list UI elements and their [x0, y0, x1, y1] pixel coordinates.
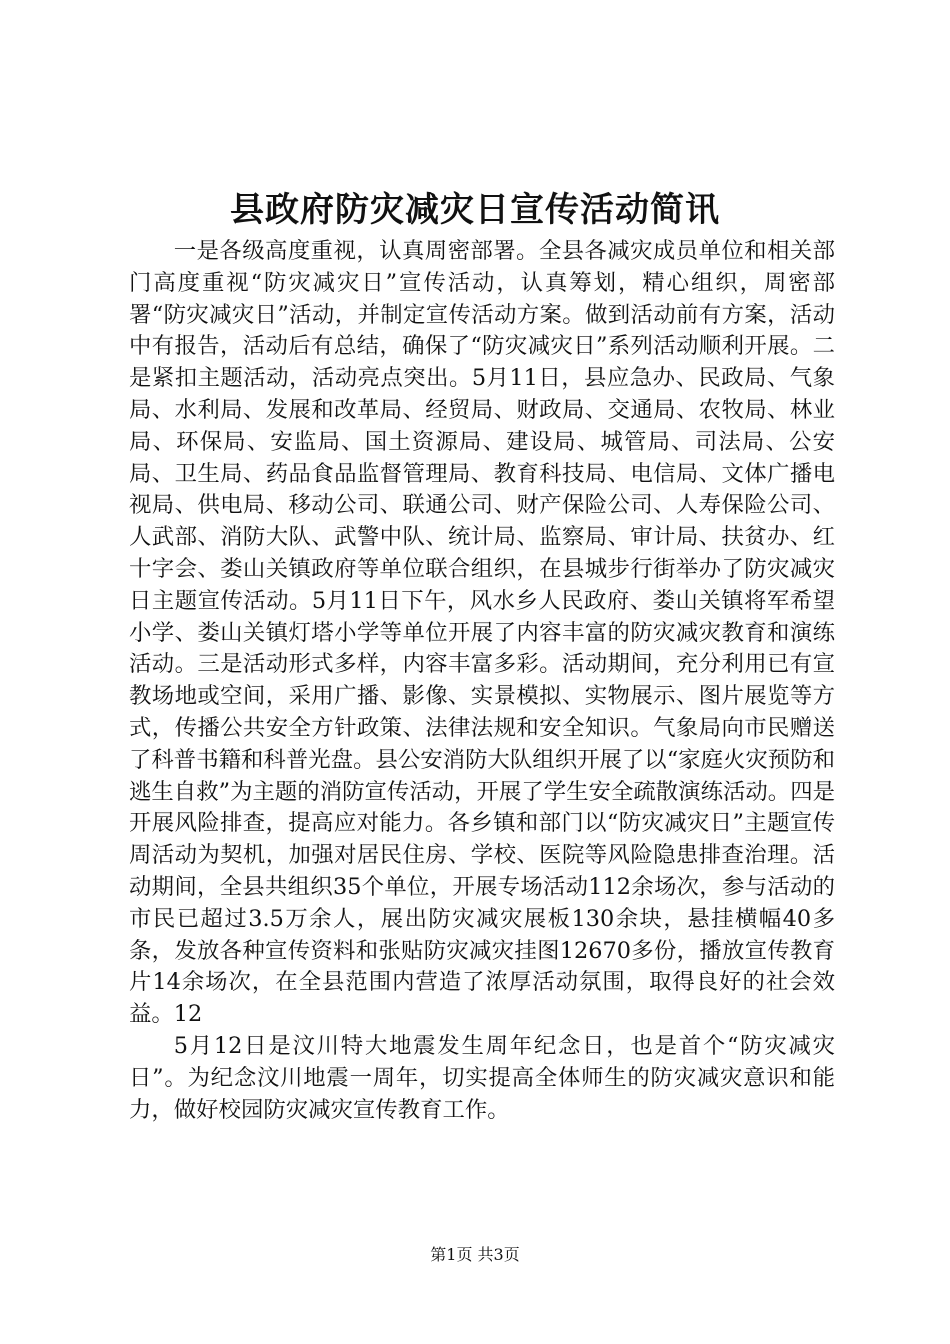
document-title: 县政府防灾减灾日宣传活动简讯 — [230, 190, 720, 230]
page-number-footer: 第1页 共3页 — [430, 1245, 520, 1264]
body-paragraph-2: 5月12日是汶川特大地震发生周年纪念日，也是首个“防灾减灾日”。为纪念汶川地震一周年，切实提高全体师生的防灾减灾意识和能力，做好校园防灾减灾宣传教育工作。 — [129, 1032, 835, 1123]
document-body — [129, 236, 835, 1126]
body-paragraph-1: 一是各级高度重视，认真周密部署。全县各减灾成员单位和相关部门高度重视“防灾减灾日”宣传活动，认真筹划，精心组织，周密部署“防灾减灾日”活动，并制定宣传活动方案。做到活动前有方案，活动中有报告，活动后有总结，确保了“防灾减灾日”系列活动顺利开展。二是紧扣主题活动，活动亮点突出。5月11日，县应急办、民政局、气象局、水利局、发展和改革局、经贸局、财政局、交通局、农牧局、林业局、环保局、安监局、国土资源局、建设局、城管局、司法局、公安局、卫生局、药品食品监督管理局、教育科技局、电信局、文体广播电视局、供电局、移动公司、联通公司、财产保险公司、人寿保险公司、人武部、消防大队、武警中队、统计局、监察局、审计局、扶贫办、红十字会、娄山关镇政府等单位联合组织，在县城步行街举办了防灾减灾日主题宣传活动。5月11日下午，风水乡人民政府、娄山关镇将军希望小学、娄山关镇灯塔小学等单位开展了内容丰富的防灾减灾教育和演练活动。三是活动形式多样，内容丰富多彩。活动期间，充分利用已有宣教场地或空间，采用广播、影像、实景模拟、实物展示、图片展览等方式，传播公共安全方针政策、法律法规和安全知识。气象局向市民赠送了科普书籍和科普光盘。县公安消防大队组织开展了以“家庭火灾预防和逃生自救”为主题的消防宣传活动，开展了学生安全疏散演练活动。四是开展风险排查，提高应对能力。各乡镇和部门以“防灾减灾日”主题宣传周活动为契机，加强对居民住房、学校、医院等风险隐患排查治理。活动期间，全县共组织35个单位，开展专场活动112余场次，参与活动的市民已超过3.5万余人，展出防灾减灾展板130余块，悬挂横幅40多条，发放各种宣传资料和张贴防灾减灾挂图12670多份，播放宣传教育片14余场次，在全县范围内营造了浓厚活动氛围，取得良好的社会效益。12 — [129, 238, 835, 1028]
